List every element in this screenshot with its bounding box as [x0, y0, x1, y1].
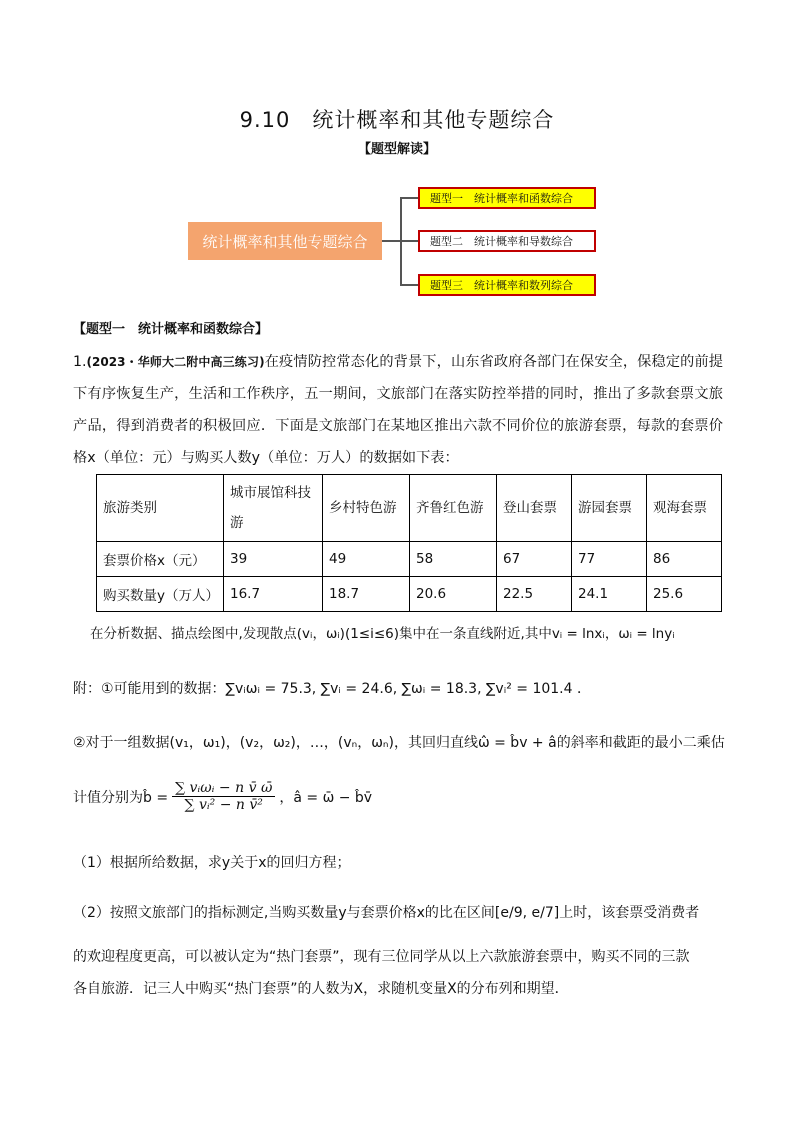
table-cell: 24.1	[572, 577, 647, 612]
note-data: 附：①可能用到的数据：∑vᵢωᵢ = 75.3, ∑vᵢ = 24.6, ∑ωᵢ = 18.3, ∑vᵢ² = 101.4 ．	[73, 681, 591, 697]
mindmap-connector-trunk	[382, 240, 400, 242]
mindmap-branch-2: 题型二 统计概率和导数综合	[418, 230, 596, 252]
estimate-denominator: ∑ vᵢ² − n v̄²	[184, 797, 263, 813]
mindmap-branch-3: 题型三 统计概率和数列综合	[418, 274, 596, 296]
table-header-cell: 游园套票	[572, 475, 647, 542]
table-cell: 77	[572, 542, 647, 577]
note-regression-estimate	[73, 780, 372, 813]
page-subtitle: 【题型解读】	[357, 142, 436, 157]
page-title: 9.10 统计概率和其他专题综合	[239, 108, 555, 132]
note-regression-formula: ②对于一组数据(v₁，ω₁)，(v₂，ω₂)，…，(vₙ，ωₙ)，其回归直线ω̂ = b̂v + â的斜率和截距的最小二乘估	[73, 735, 725, 751]
table-cell: 16.7	[224, 577, 323, 612]
question-1: （1）根据所给数据，求y关于x的回归方程；	[73, 855, 351, 871]
question-2-line-3: 各自旅游．记三人中购买“热门套票”的人数为X，求随机变量X的分布列和期望．	[73, 981, 569, 997]
table-header-cell: 观海套票	[647, 475, 722, 542]
table-cell: 25.6	[647, 577, 722, 612]
table-cell: 67	[497, 542, 572, 577]
question-2-line-1: （2）按照文旅部门的指标测定,当购买数量y与套票价格x的比在区间[e/9, e/7]上时，该套票受消费者	[73, 905, 700, 921]
table-header-row	[97, 475, 722, 542]
section-heading: 【题型一 统计概率和函数综合】	[73, 322, 269, 337]
mindmap-root: 统计概率和其他专题综合	[188, 222, 382, 260]
estimate-suffix: ，â = ω̄ − b̂v̄	[279, 789, 373, 806]
table-cell: 39	[224, 542, 323, 577]
table-cell: 22.5	[497, 577, 572, 612]
estimate-prefix: 计值分别为b̂ =	[73, 789, 169, 806]
table-cell: 58	[410, 542, 497, 577]
table-header-cell: 齐鲁红色游	[410, 475, 497, 542]
problem-source: (2023・华师大二附中高三练习)	[86, 355, 265, 369]
table-cell: 20.6	[410, 577, 497, 612]
table-row-label: 购买数量y（万人）	[97, 577, 224, 612]
estimate-fraction	[172, 780, 275, 813]
table-cell: 49	[323, 542, 410, 577]
table-row-label: 套票价格x（元）	[97, 542, 224, 577]
mindmap-branch-1: 题型一 统计概率和函数综合	[418, 187, 596, 209]
analysis-line: 在分析数据、描点绘图中,发现散点(vᵢ，ωᵢ)(1≤i≤6)集中在一条直线附近,其中vᵢ = lnxᵢ，ωᵢ = lnyᵢ	[90, 626, 675, 642]
problem-text: 在疫情防控常态化的背景下，山东省政府各部门在保安全，保稳定的前提下有序恢复生产，生活和工作秩序，五一期间，文旅部门在落实防控举措的同时，推出了多款套票文旅产品，得到消费者的积极回应．下面是文旅部门在某地区推出六款不同价位的旅游套票，每款的套票价格x（单位：元）与购买人数y（单位：万人）的数据如下表：	[73, 354, 723, 466]
data-table	[96, 474, 722, 612]
mindmap-connector-branch-3	[400, 284, 418, 286]
table-cell: 86	[647, 542, 722, 577]
problem-number: 1.	[73, 354, 87, 370]
problem-statement	[73, 346, 723, 474]
table-header-cell: 登山套票	[497, 475, 572, 542]
mindmap-connector-branch-1	[400, 197, 418, 199]
table-row	[97, 577, 722, 612]
table-header-cell: 乡村特色游	[323, 475, 410, 542]
table-header-cell: 旅游类别	[97, 475, 224, 542]
table-cell: 18.7	[323, 577, 410, 612]
table-row	[97, 542, 722, 577]
estimate-numerator: ∑ vᵢωᵢ − n v̄ ω̄	[172, 780, 275, 797]
mindmap-connector-branch-2	[400, 240, 418, 242]
table-header-cell: 城市展馆科技游	[224, 475, 323, 542]
question-2-line-2: 的欢迎程度更高，可以被认定为“热门套票”，现有三位同学从以上六款旅游套票中，购买不同的三款	[73, 949, 690, 965]
